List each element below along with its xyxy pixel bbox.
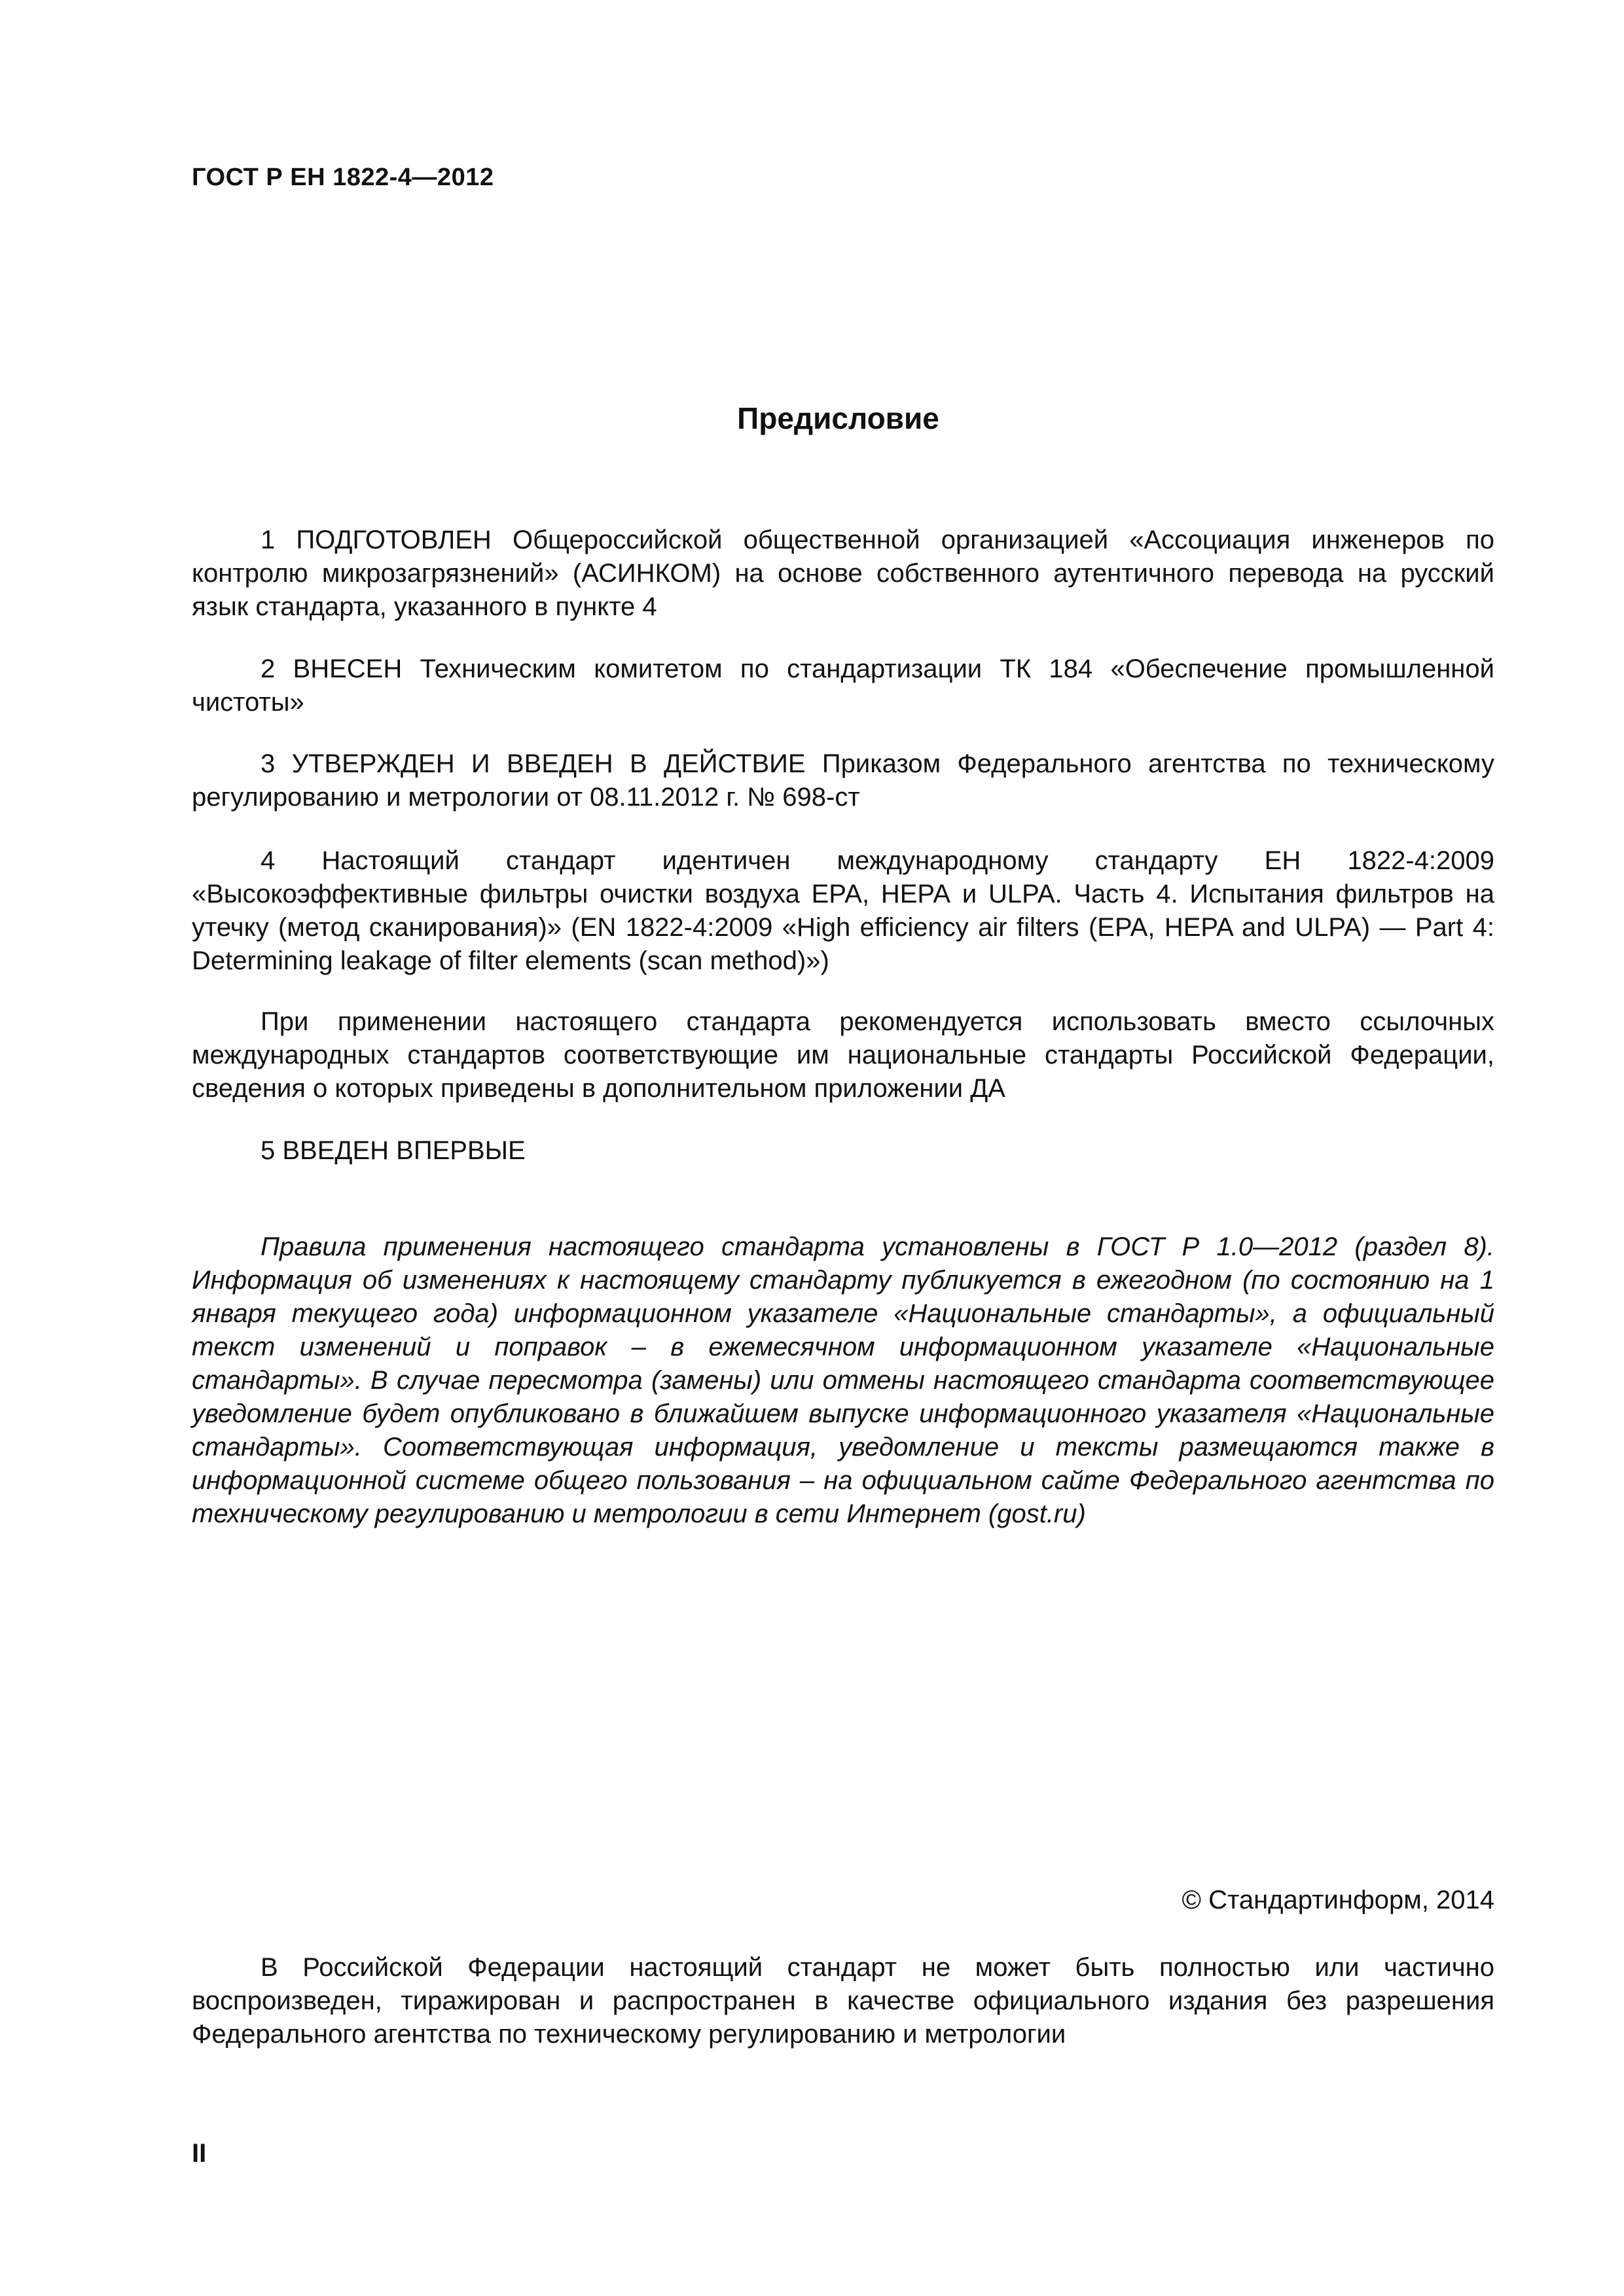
page-number: II xyxy=(192,2139,207,2168)
paragraph-references-note: При применении настоящего стандарта рекомендуется использовать вместо ссылочных международных стандартов соответствующие им национальные стандарты Российской Федерации, сведения о которых приведены в дополнительном приложении ДА xyxy=(192,1007,1494,1103)
paragraph-application-rules: Правила применения настоящего стандарта установлены в ГОСТ Р 1.0—2012 (раздел 8). Информация об изменениях к настоящему стандарту публикуется в ежегодном (по состоянию на 1 января текущего года) информационном указателе «Национальные стандарты», а официальный текст изменений и поправок – в ежемесячном информационном указателе «Национальные стандарты». В случае пересмотра (замены) или отмены настоящего стандарта соответствующее уведомление будет опубликовано в ближайшем выпуске информационного указателя «Национальные стандарты». Соответствующая информация, уведомление и тексты размещаются также в информационной системе общего пользования – на официальном сайте Федерального агентства по техническому регулированию и метрологии в сети Интернет (gost.ru) xyxy=(192,1232,1494,1528)
page-title: Предисловие xyxy=(737,401,939,435)
paragraph-submitted-by: 2 ВНЕСЕН Техническим комитетом по стандартизации ТК 184 «Обеспечение промышленной чистоты» xyxy=(192,655,1494,717)
paragraph-approved: 3 УТВЕРЖДЕН И ВВЕДЕН В ДЕЙСТВИЕ Приказом Федерального агентства по техническому регулированию и метрологии от 08.11.2012 г. № 698-ст xyxy=(192,749,1494,812)
copyright-notice: © Стандартинформ, 2014 xyxy=(1182,1886,1494,1914)
paragraph-reproduction-notice: В Российской Федерации настоящий стандарт не может быть полностью или частично воспроизведен, тиражирован и распространен в качестве официального издания без разрешения Федерального агентства по техническому регулированию и метрологии xyxy=(192,1953,1494,2049)
paragraph-identical-standard: 4 Настоящий стандарт идентичен международному стандарту ЕН 1822-4:2009 «Высокоэффективные фильтры очистки воздуха ЕРА, НЕРА и ULPA. Часть 4. Испытания фильтров на утечку (метод сканирования)» (EN 1822-4:2009 «High efficiency air filters (EPA, HEPA and ULPA) — Part 4: Determining leakage of filter elements (scan method)») xyxy=(192,846,1494,975)
document-code-header: ГОСТ Р ЕН 1822-4—2012 xyxy=(192,164,494,191)
paragraph-introduced-first: 5 ВВЕДЕН ВПЕРВЫЕ xyxy=(261,1136,526,1165)
paragraph-prepared-by: 1 ПОДГОТОВЛЕН Общероссийской общественной организацией «Ассоциация инженеров по контролю микрозагрязнений» (АСИНКОМ) на основе собственного аутентичного перевода на русский язык стандарта, указанного в пункте 4 xyxy=(192,526,1494,621)
